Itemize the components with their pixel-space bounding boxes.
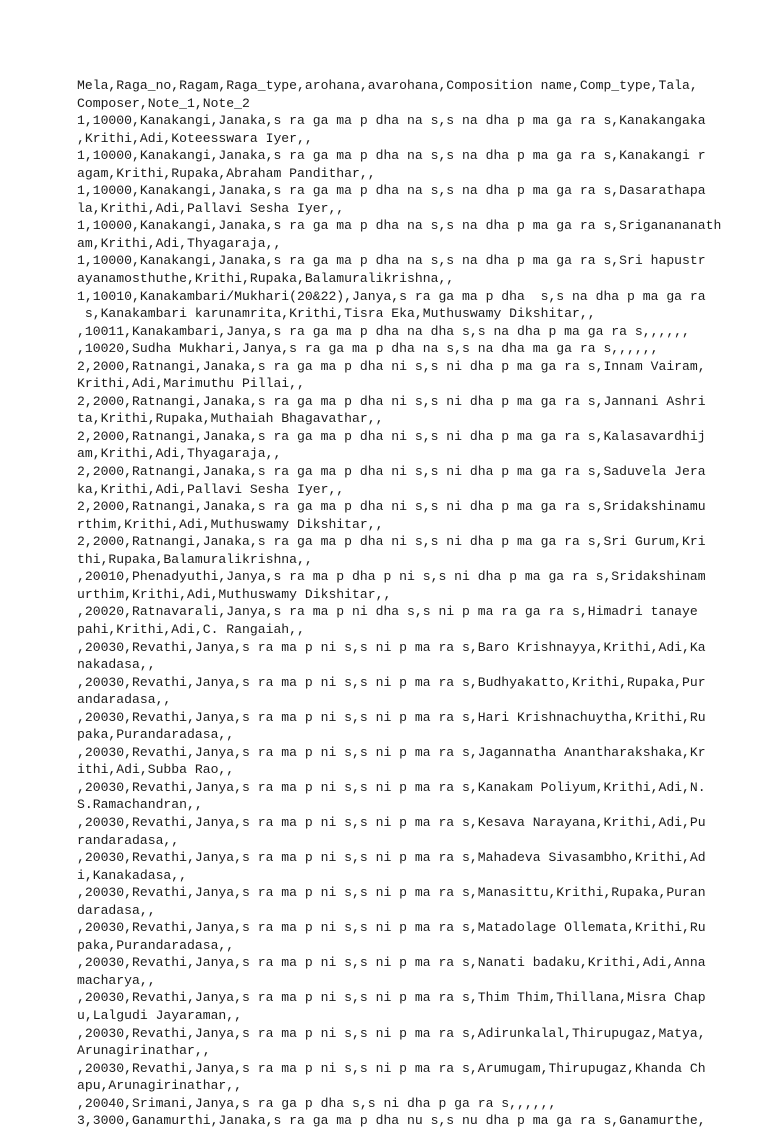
text-line: apu,Arunagirinathar,, — [77, 1078, 243, 1094]
text-line: i,Kanakadasa,, — [77, 867, 188, 883]
text-line: rthim,Krithi,Adi,Muthuswamy Dikshitar,, — [77, 516, 384, 532]
text-line: ,20030,Revathi,Janya,s ra ma p ni s,s ni p ma ra s,Mahadeva Sivasambho,Krithi,Ad — [77, 850, 706, 866]
text-line: pahi,Krithi,Adi,C. Rangaiah,, — [77, 621, 305, 637]
text-line: 1,10000,Kanakangi,Janaka,s ra ga ma p dha na s,s na dha p ma ga ra s,Dasarathapa — [77, 183, 706, 199]
text-line: ,20030,Revathi,Janya,s ra ma p ni s,s ni p ma ra s,Manasittu,Krithi,Rupaka,Puran — [77, 885, 706, 901]
text-line: ,20030,Revathi,Janya,s ra ma p ni s,s ni p ma ra s,Nanati badaku,Krithi,Adi,Anna — [77, 955, 706, 971]
text-line: ,20030,Revathi,Janya,s ra ma p ni s,s ni p ma ra s,Matadolage Ollemata,Krithi,Ru — [77, 920, 706, 936]
csv-text-block — [77, 77, 721, 1130]
text-line: 2,2000,Ratnangi,Janaka,s ra ga ma p dha ni s,s ni dha p ma ga ra s,Sri Gurum,Kri — [77, 534, 706, 550]
text-line: ,20030,Revathi,Janya,s ra ma p ni s,s ni p ma ra s,Hari Krishnachuytha,Krithi,Ru — [77, 709, 706, 725]
text-line: ,20030,Revathi,Janya,s ra ma p ni s,s ni p ma ra s,Kesava Narayana,Krithi,Adi,Pu — [77, 814, 706, 830]
text-line: 1,10000,Kanakangi,Janaka,s ra ga ma p dha na s,s na dha p ma ga ra s,Kanakangi r — [77, 148, 706, 164]
text-line: ,Krithi,Adi,Koteesswara Iyer,, — [77, 130, 313, 146]
text-line: 1,10000,Kanakangi,Janaka,s ra ga ma p dha na s,s na dha p ma ga ra s,Sri hapustr — [77, 253, 706, 269]
text-line: ,20030,Revathi,Janya,s ra ma p ni s,s ni p ma ra s,Adirunkalal,Thirupugaz,Matya, — [77, 1025, 706, 1041]
text-line: ka,Krithi,Adi,Pallavi Sesha Iyer,, — [77, 481, 345, 497]
text-line: ,20010,Phenadyuthi,Janya,s ra ma p dha p ni s,s ni dha p ma ga ra s,Sridakshinam — [77, 569, 706, 585]
text-line: 1,10000,Kanakangi,Janaka,s ra ga ma p dha na s,s na dha p ma ga ra s,Kanakangaka — [77, 113, 706, 129]
text-line: Krithi,Adi,Marimuthu Pillai,, — [77, 376, 305, 392]
text-line: ,10020,Sudha Mukhari,Janya,s ra ga ma p dha na s,s na dha ma ga ra s,,,,,, — [77, 341, 659, 357]
text-line: daradasa,, — [77, 902, 156, 918]
text-line: ,10011,Kanakambari,Janya,s ra ga ma p dha na dha s,s na dha p ma ga ra s,,,,,, — [77, 323, 690, 339]
text-line: 2,2000,Ratnangi,Janaka,s ra ga ma p dha ni s,s ni dha p ma ga ra s,Innam Vairam, — [77, 358, 706, 374]
text-line: 1,10010,Kanakambari/Mukhari(20&22),Janya,s ra ga ma p dha s,s na dha p ma ga ra — [77, 288, 706, 304]
text-line: paka,Purandaradasa,, — [77, 727, 235, 743]
text-line: u,Lalgudi Jayaraman,, — [77, 1007, 243, 1023]
text-line: 2,2000,Ratnangi,Janaka,s ra ga ma p dha ni s,s ni dha p ma ga ra s,Kalasavardhij — [77, 428, 706, 444]
text-line: macharya,, — [77, 972, 156, 988]
text-line: Arunagirinathar,, — [77, 1043, 211, 1059]
text-line: thi,Rupaka,Balamuralikrishna,, — [77, 551, 313, 567]
text-line: 1,10000,Kanakangi,Janaka,s ra ga ma p dha na s,s na dha p ma ga ra s,Sriganananath — [77, 218, 722, 234]
text-line: s,Kanakambari karunamrita,Krithi,Tisra Eka,Muthuswamy Dikshitar,, — [77, 306, 596, 322]
text-line: ,20030,Revathi,Janya,s ra ma p ni s,s ni p ma ra s,Jagannatha Anantharakshaka,Kr — [77, 744, 706, 760]
text-line: ,20040,Srimani,Janya,s ra ga p dha s,s ni dha p ga ra s,,,,,, — [77, 1095, 557, 1111]
text-line: andaradasa,, — [77, 692, 172, 708]
text-line: ayanamosthuthe,Krithi,Rupaka,Balamuralikrishna,, — [77, 271, 455, 287]
text-line: Mela,Raga_no,Ragam,Raga_type,arohana,avarohana,Composition name,Comp_type,Tala, — [77, 78, 698, 93]
text-line: urthim,Krithi,Adi,Muthuswamy Dikshitar,, — [77, 586, 392, 602]
text-line: 3,3000,Ganamurthi,Janaka,s ra ga ma p dha nu s,s nu dha p ma ga ra s,Ganamurthe, — [77, 1113, 706, 1129]
text-line: ta,Krithi,Rupaka,Muthaiah Bhagavathar,, — [77, 411, 384, 427]
text-line: randaradasa,, — [77, 832, 180, 848]
text-line: S.Ramachandran,, — [77, 797, 203, 813]
text-line: ,20030,Revathi,Janya,s ra ma p ni s,s ni p ma ra s,Baro Krishnayya,Krithi,Adi,Ka — [77, 639, 706, 655]
text-line: nakadasa,, — [77, 657, 156, 673]
text-line: am,Krithi,Adi,Thyagaraja,, — [77, 446, 282, 462]
text-line: ,20020,Ratnavarali,Janya,s ra ma p ni dha s,s ni p ma ra ga ra s,Himadri tanaye — [77, 604, 698, 620]
text-line: Composer,Note_1,Note_2 — [77, 95, 250, 111]
text-line: la,Krithi,Adi,Pallavi Sesha Iyer,, — [77, 200, 345, 216]
text-line: ,20030,Revathi,Janya,s ra ma p ni s,s ni p ma ra s,Arumugam,Thirupugaz,Khanda Ch — [77, 1060, 706, 1076]
text-line: ,20030,Revathi,Janya,s ra ma p ni s,s ni p ma ra s,Budhyakatto,Krithi,Rupaka,Pur — [77, 674, 706, 690]
text-line: 2,2000,Ratnangi,Janaka,s ra ga ma p dha ni s,s ni dha p ma ga ra s,Saduvela Jera — [77, 464, 706, 480]
text-line: paka,Purandaradasa,, — [77, 937, 235, 953]
text-line: ,20030,Revathi,Janya,s ra ma p ni s,s ni p ma ra s,Kanakam Poliyum,Krithi,Adi,N. — [77, 779, 706, 795]
text-line: ithi,Adi,Subba Rao,, — [77, 762, 235, 778]
text-line: 2,2000,Ratnangi,Janaka,s ra ga ma p dha ni s,s ni dha p ma ga ra s,Jannani Ashri — [77, 393, 706, 409]
text-line: ,20030,Revathi,Janya,s ra ma p ni s,s ni p ma ra s,Thim Thim,Thillana,Misra Chap — [77, 990, 706, 1006]
text-line: 2,2000,Ratnangi,Janaka,s ra ga ma p dha ni s,s ni dha p ma ga ra s,Sridakshinamu — [77, 499, 706, 515]
text-line: agam,Krithi,Rupaka,Abraham Pandithar,, — [77, 165, 376, 181]
text-line: am,Krithi,Adi,Thyagaraja,, — [77, 235, 282, 251]
